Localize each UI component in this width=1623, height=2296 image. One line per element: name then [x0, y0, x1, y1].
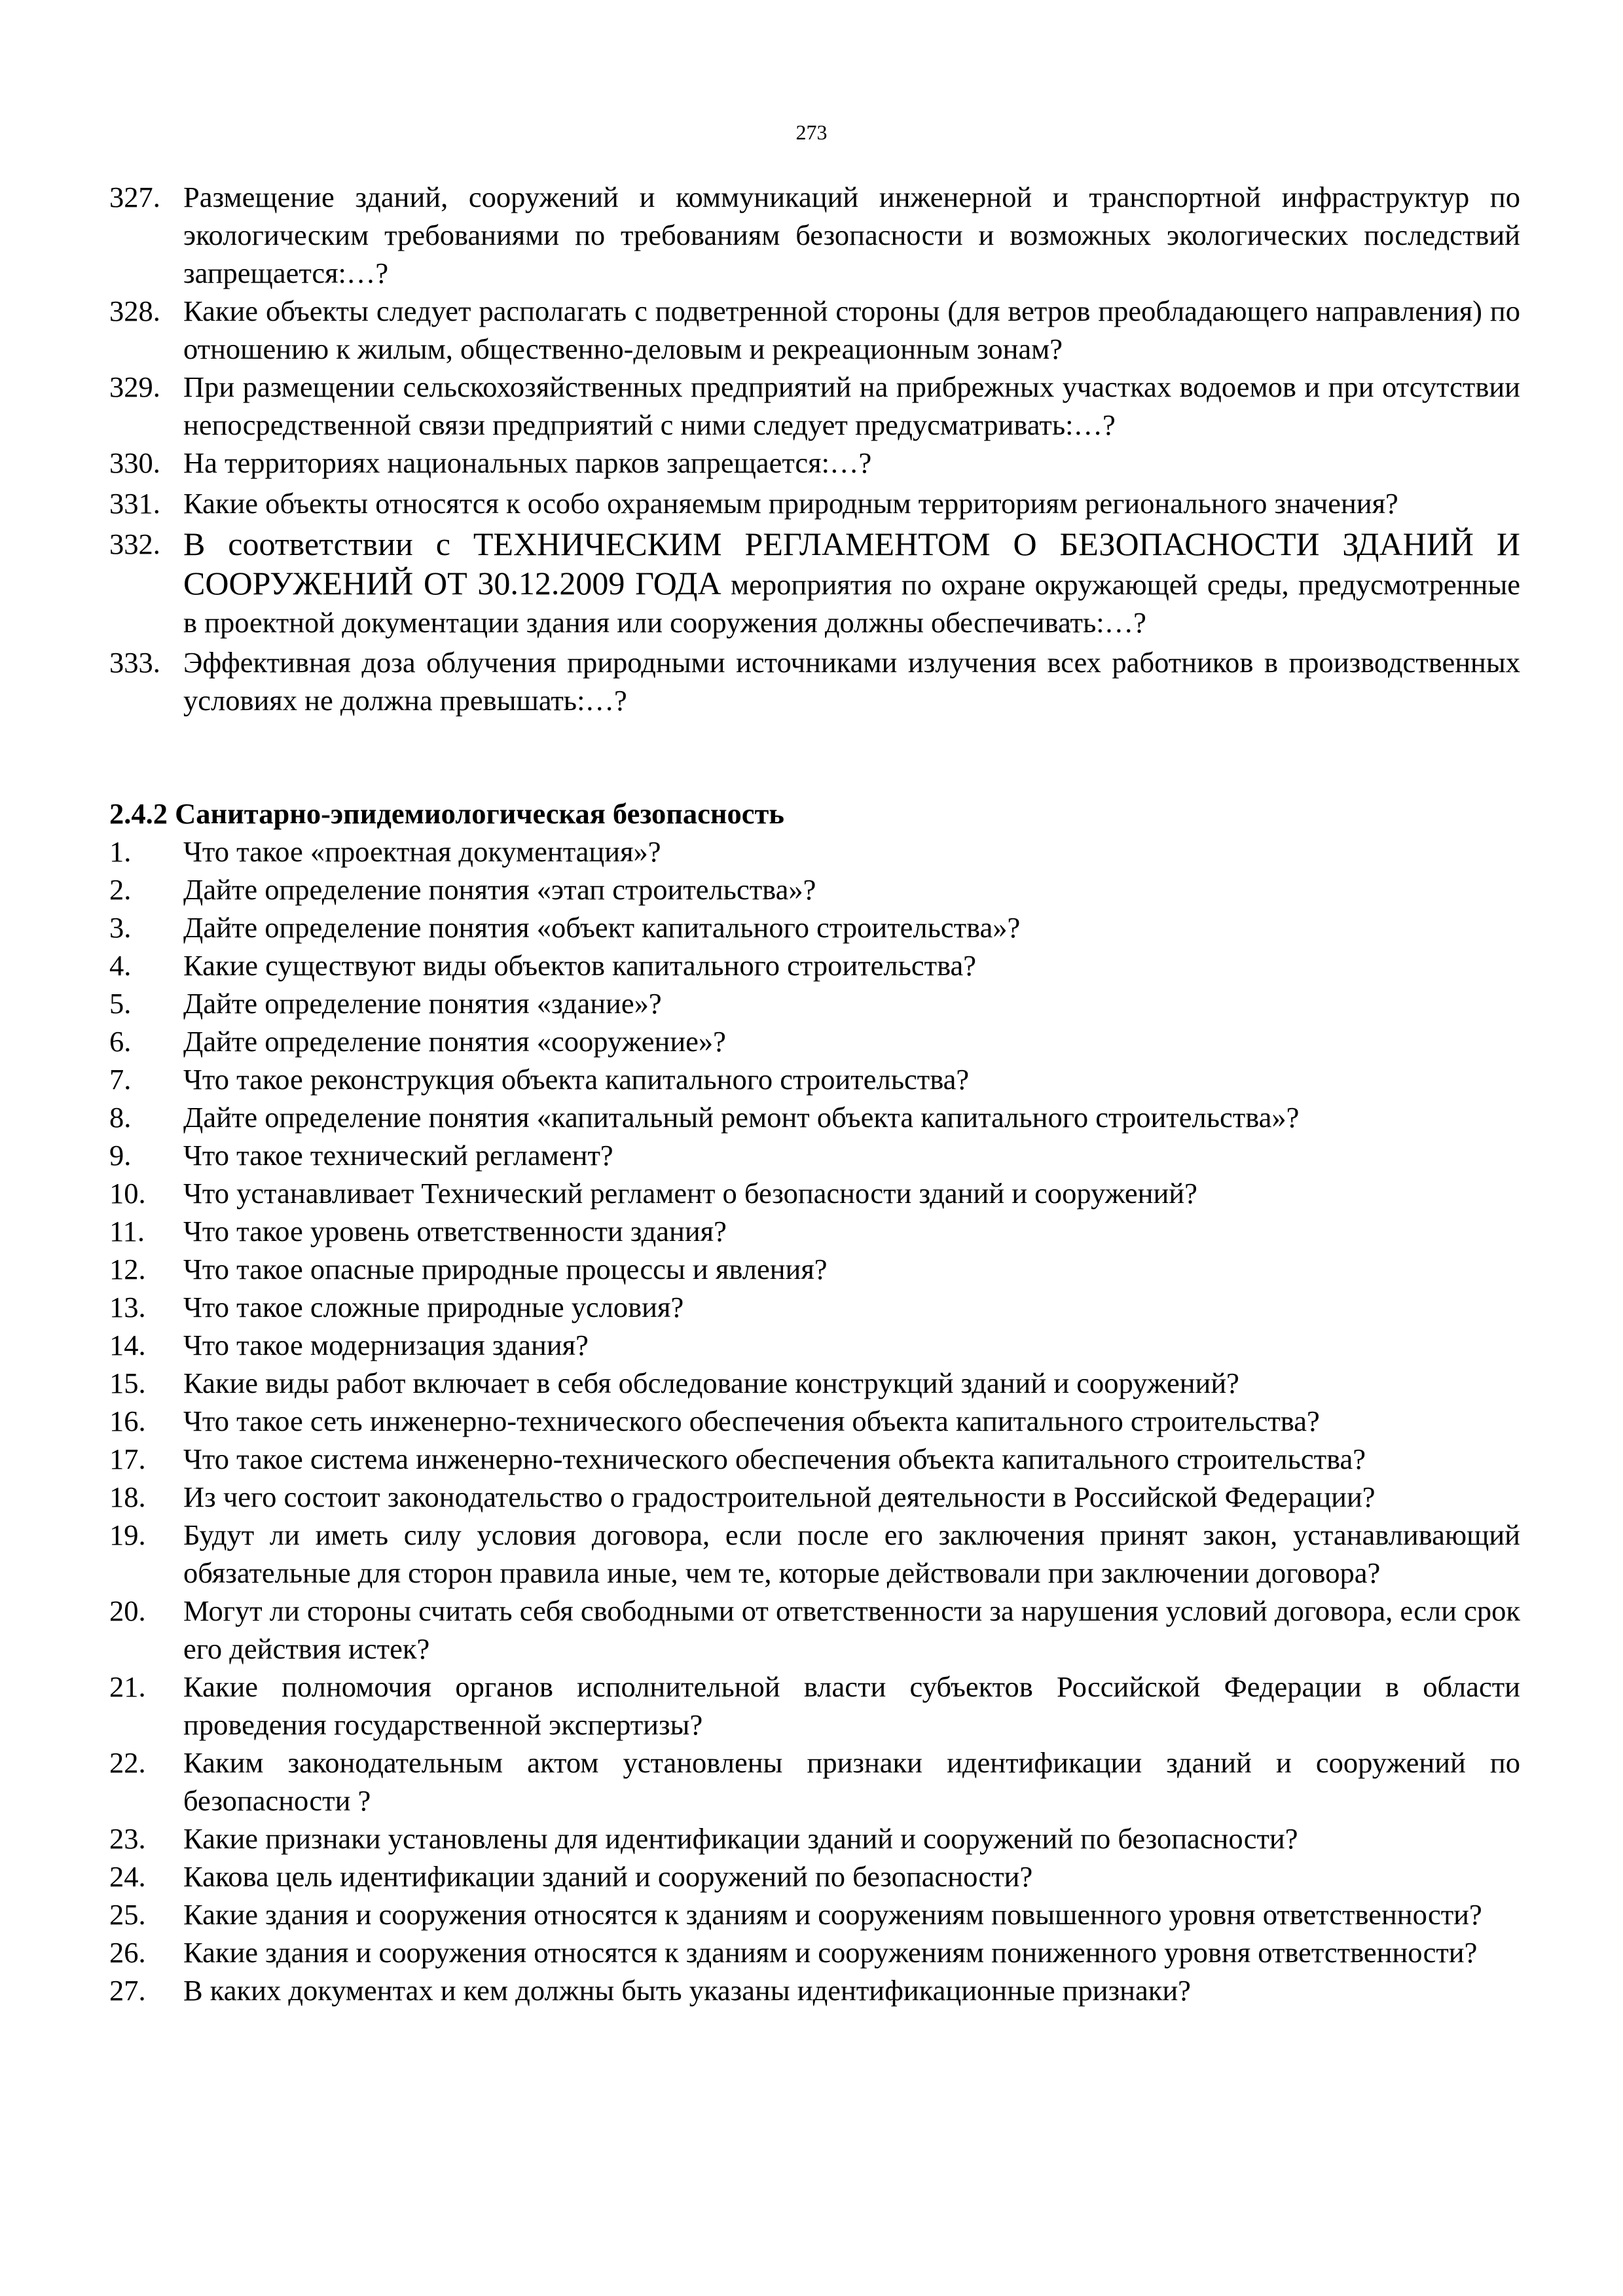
question-text: Из чего состоит законодательство о градостроительной деятельности в Российской Федерации?: [183, 1480, 1376, 1513]
question-text: Какие здания и сооружения относятся к зданиям и сооружениям повышенного уровня ответственности?: [183, 1898, 1482, 1931]
question-item: [109, 1933, 1520, 1971]
question-item: [109, 1440, 1520, 1478]
question-item: [109, 1516, 1520, 1592]
question-number: 331.: [109, 487, 160, 520]
question-number: 9.: [109, 1139, 132, 1172]
question-item: [109, 1402, 1520, 1440]
question-text: Что устанавливает Технический регламент о безопасности зданий и сооружений?: [183, 1177, 1197, 1210]
page-number: 273: [795, 120, 828, 144]
question-item: [109, 1326, 1520, 1364]
question-text: Какие объекты относятся к особо охраняемым природным территориям регионального значения?: [183, 487, 1398, 520]
question-text: Эффективная доза облучения природными источниками излучения всех работников в производственных условиях не должна превышать:…?: [183, 646, 1520, 717]
question-number: 10.: [109, 1177, 146, 1210]
question-item: [109, 1857, 1520, 1895]
question-text: Какие виды работ включает в себя обследование конструкций зданий и сооружений?: [183, 1367, 1239, 1399]
question-text: Что такое система инженерно-технического обеспечения объекта капитального строительства?: [183, 1443, 1366, 1475]
question-item: [109, 1895, 1520, 1933]
question-number: 24.: [109, 1860, 146, 1893]
question-number: 13.: [109, 1291, 146, 1323]
question-item: [109, 643, 1520, 719]
question-number: 21.: [109, 1670, 146, 1703]
question-text: Дайте определение понятия «этап строительства»?: [183, 873, 816, 906]
question-item: [109, 1022, 1520, 1060]
question-number: 20.: [109, 1594, 146, 1627]
question-number: 4.: [109, 949, 132, 982]
question-text: Что такое реконструкция объекта капитального строительства?: [183, 1063, 970, 1096]
question-item: [109, 1212, 1520, 1250]
question-item: [109, 1364, 1520, 1402]
question-item: [109, 1820, 1520, 1857]
question-text: Какие объекты следует располагать с подветренной стороны (для ветров преобладающего направления) по отношению к жилым, общественно-деловым и рекреационным зонам?: [183, 295, 1520, 365]
question-item: [109, 1174, 1520, 1212]
question-number: 2.: [109, 873, 132, 906]
question-number: 19.: [109, 1518, 146, 1551]
question-text: Что такое сложные природные условия?: [183, 1291, 684, 1323]
question-item: [109, 1136, 1520, 1174]
question-item: [109, 946, 1520, 984]
question-item: [109, 484, 1520, 522]
question-item: [109, 1668, 1520, 1744]
question-number: 328.: [109, 295, 160, 327]
question-number: 26.: [109, 1936, 146, 1969]
section-title: 2.4.2 Санитарно-эпидемиологическая безопасность: [109, 797, 784, 830]
question-text: Какие здания и сооружения относятся к зданиям и сооружениям пониженного уровня ответственности?: [183, 1936, 1478, 1969]
question-list-environmental: [109, 178, 1520, 719]
question-number: 15.: [109, 1367, 146, 1399]
question-item: [109, 908, 1520, 946]
question-item: [109, 1744, 1520, 1820]
question-item: [109, 292, 1520, 368]
question-item: [109, 1592, 1520, 1668]
question-text: Что такое технический регламент?: [183, 1139, 613, 1172]
question-text: Что такое «проектная документация»?: [183, 835, 661, 868]
question-number: 5.: [109, 987, 132, 1020]
question-number: 330.: [109, 446, 160, 479]
question-number: 6.: [109, 1025, 132, 1058]
question-number: 18.: [109, 1480, 146, 1513]
question-text-caps: В соответствии с ТЕХНИЧЕСКИМ РЕГЛАМЕНТОМ О БЕЗОПАСНОСТИ ЗДАНИЙ И СООРУЖЕНИЙ ОТ 30.12.2009 ГОДА: [183, 526, 1520, 601]
question-item: [109, 525, 1520, 641]
question-number: 333.: [109, 646, 160, 679]
question-number: 1.: [109, 835, 132, 868]
question-number: 14.: [109, 1329, 146, 1361]
question-number: 7.: [109, 1063, 132, 1096]
question-text: Дайте определение понятия «объект капитального строительства»?: [183, 911, 1021, 944]
question-text: На территориях национальных парков запрещается:…?: [183, 446, 872, 479]
question-text: Дайте определение понятия «здание»?: [183, 987, 662, 1020]
question-item: [109, 1288, 1520, 1326]
question-number: 332.: [109, 528, 160, 560]
question-text: Что такое сеть инженерно-технического обеспечения объекта капитального строительства?: [183, 1405, 1320, 1437]
question-text: При размещении сельскохозяйственных предприятий на прибрежных участках водоемов и при отсутствии непосредственной связи предприятий с ними следует предусматривать:…?: [183, 370, 1520, 441]
question-item: [109, 870, 1520, 908]
question-number: 329.: [109, 370, 160, 403]
question-text: Дайте определение понятия «сооружение»?: [183, 1025, 726, 1058]
question-item: [109, 444, 1520, 482]
question-item: [109, 368, 1520, 444]
question-item: [109, 833, 1520, 870]
question-text: В каких документах и кем должны быть указаны идентификационные признаки?: [183, 1974, 1191, 2007]
question-number: 3.: [109, 911, 132, 944]
question-text: Какова цель идентификации зданий и сооружений по безопасности?: [183, 1860, 1033, 1893]
question-number: 22.: [109, 1746, 146, 1779]
question-text: Будут ли иметь силу условия договора, если после его заключения принят закон, устанавливающий обязательные для сторон правила иные, чем те, которые действовали при заключении договора?: [183, 1518, 1520, 1589]
question-number: 12.: [109, 1253, 146, 1285]
question-item: [109, 984, 1520, 1022]
question-text: Могут ли стороны считать себя свободными от ответственности за нарушения условий договора, если срок его действия истек?: [183, 1594, 1520, 1665]
question-text: Что такое опасные природные процессы и явления?: [183, 1253, 828, 1285]
question-item: [109, 1250, 1520, 1288]
question-text: Каким законодательным актом установлены признаки идентификации зданий и сооружений по безопасности ?: [183, 1746, 1520, 1817]
question-number: 327.: [109, 181, 160, 213]
question-number: 17.: [109, 1443, 146, 1475]
question-text-rest: мероприятия по охране окружающей среды, предусмотренные в проектной документации здания или сооружения должны обеспечивать:…?: [183, 568, 1521, 639]
question-item: [109, 178, 1520, 292]
question-text: Дайте определение понятия «капитальный ремонт объекта капитального строительства»?: [183, 1101, 1300, 1134]
question-text: [183, 525, 1520, 641]
question-text: Какие признаки установлены для идентификации зданий и сооружений по безопасности?: [183, 1822, 1298, 1855]
question-item: [109, 1478, 1520, 1516]
question-text: Размещение зданий, сооружений и коммуникаций инженерной и транспортной инфраструктур по экологическим требованиями по требованиям безопасности и возможных экологических последствий запрещается:…?: [183, 181, 1520, 289]
question-number: 23.: [109, 1822, 146, 1855]
question-list-sanitary: [109, 833, 1520, 2009]
question-number: 27.: [109, 1974, 146, 2007]
question-number: 25.: [109, 1898, 146, 1931]
question-item: [109, 1971, 1520, 2009]
question-item: [109, 1098, 1520, 1136]
question-item: [109, 1060, 1520, 1098]
question-text: Какие полномочия органов исполнительной власти субъектов Российской Федерации в области проведения государственной экспертизы?: [183, 1670, 1520, 1741]
question-text: Что такое модернизация здания?: [183, 1329, 589, 1361]
question-number: 16.: [109, 1405, 146, 1437]
question-text: Какие существуют виды объектов капитального строительства?: [183, 949, 977, 982]
question-number: 8.: [109, 1101, 132, 1134]
question-text: Что такое уровень ответственности здания?: [183, 1215, 727, 1247]
question-number: 11.: [109, 1215, 145, 1247]
